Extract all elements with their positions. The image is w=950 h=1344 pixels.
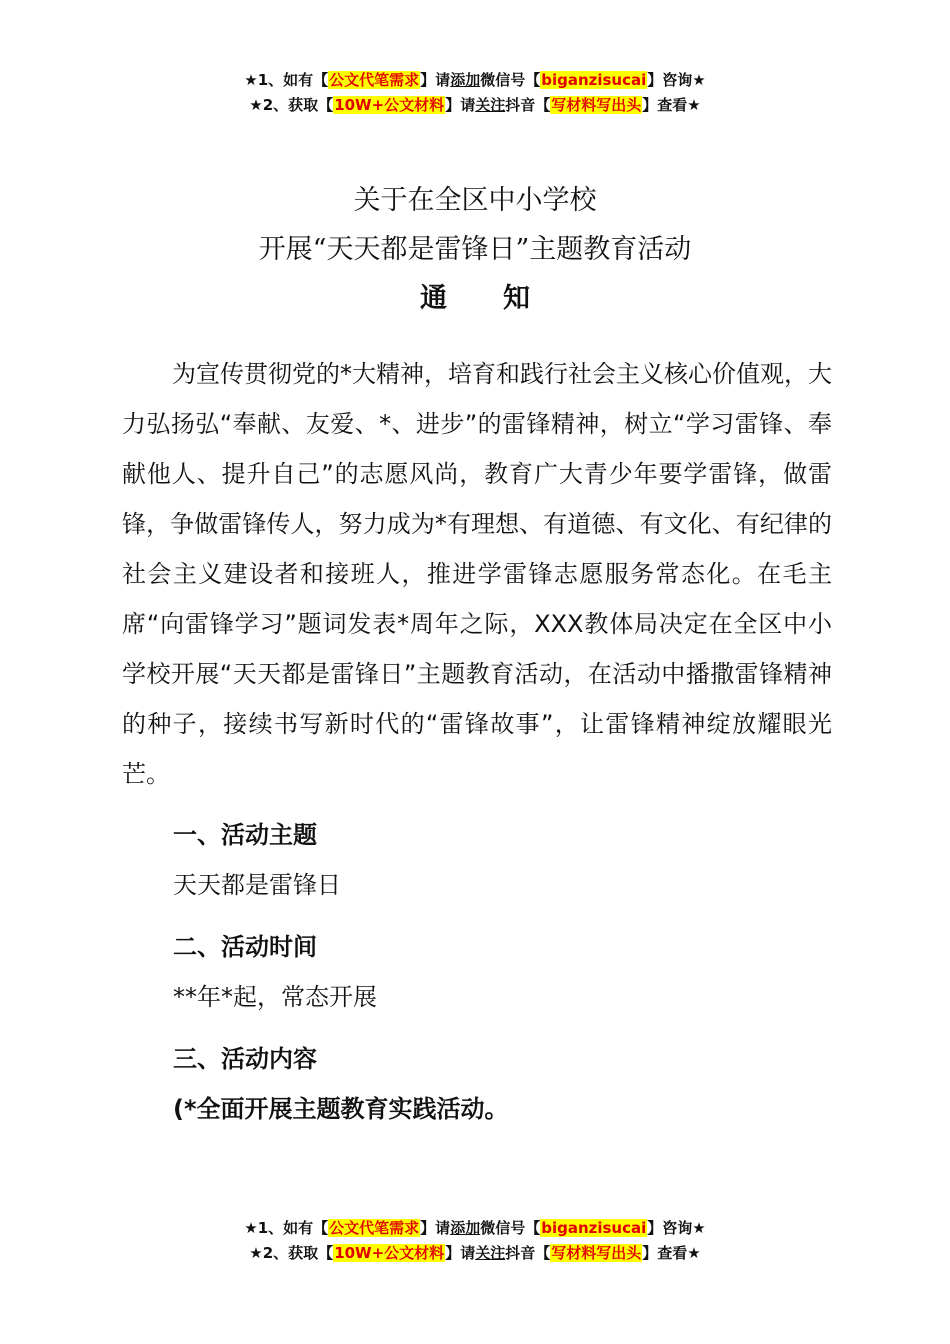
doc-title-line-1: 关于在全区中小学校 [353,185,597,216]
doc-title-line-3: 通 知 [420,283,530,314]
section-2-content: **年*起，常态开展 [173,983,377,1011]
section-3-heading: 三、活动内容 [173,1045,317,1073]
promo-wechat-id: biganzisucai [541,71,647,89]
promo-wechat-id: biganzisucai [541,1219,647,1237]
promo-douyin-id: 写材料写出头 [551,1244,642,1262]
promo-banner-bottom [0,1216,950,1266]
promo-highlight: 公文代笔需求 [329,1219,420,1237]
promo-highlight: 公文代笔需求 [329,71,420,89]
section-3-content: (*全面开展主题教育实践活动。 [173,1095,509,1123]
promo-highlight: 10W+公文材料 [334,1244,445,1262]
doc-title-line-2: 开展“天天都是雷锋日”主题教育活动 [258,234,692,265]
promo-line-1: ★1、如有【公文代笔需求】请添加微信号【biganzisucai】咨询★ [244,71,706,89]
intro-paragraph: 为宣传贯彻党的*大精神，培育和践行社会主义核心价值观，大力弘扬弘“奉献、友爱、*、进步”的雷锋精神，树立“学习雷锋、奉献他人、提升自己”的志愿风尚，教育广大青少年要学雷锋，做雷锋，争做雷锋传人，努力成为*有理想、有道德、有文化、有纪律的社会主义建设者和接班人，推进学雷锋志愿服务常态化。在毛主席“向雷锋学习”题词发表*周年之际，XXX教体局决定在全区中小学校开展“天天都是雷锋日”主题教育活动，在活动中播撒雷锋精神的种子，接续书写新时代的“雷锋故事”，让雷锋精神绽放耀眼光芒。 [122,360,832,788]
promo-line-1: ★1、如有【公文代笔需求】请添加微信号【biganzisucai】咨询★ [244,1219,706,1237]
promo-line-2: ★2、获取【10W+公文材料】请关注抖音【写材料写出头】查看★ [249,96,701,114]
section-1-content: 天天都是雷锋日 [173,871,341,899]
section-2-heading: 二、活动时间 [173,933,317,961]
promo-douyin-id: 写材料写出头 [551,96,642,114]
section-1-heading: 一、活动主题 [173,821,317,849]
promo-highlight: 10W+公文材料 [334,96,445,114]
promo-line-2: ★2、获取【10W+公文材料】请关注抖音【写材料写出头】查看★ [249,1244,701,1262]
promo-banner-top [0,68,950,118]
